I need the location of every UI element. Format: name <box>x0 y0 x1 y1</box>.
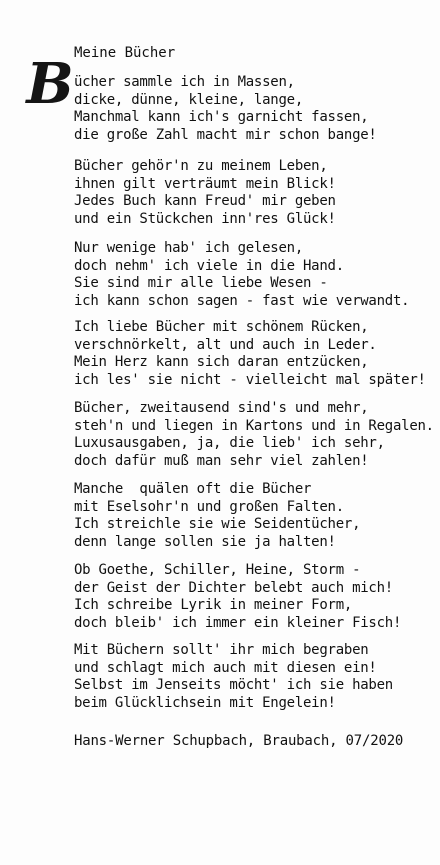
stanza-line: doch bleib' ich immer ein kleiner Fisch! <box>74 614 402 631</box>
stanza-line: und ein Stückchen inn'res Glück! <box>74 210 336 227</box>
stanza-line: Ob Goethe, Schiller, Heine, Storm - <box>74 562 361 578</box>
stanza-line: steh'n und liegen in Kartons und in Regalen. <box>74 417 434 434</box>
stanza-line: Bücher, zweitausend sind's und mehr, <box>74 400 369 416</box>
stanza-line: verschnörkelt, alt und auch in Leder. <box>74 336 377 353</box>
stanza-line: ihnen gilt verträumt mein Blick! <box>74 175 336 192</box>
stanza-line: ücher sammle ich in Massen, <box>74 74 295 90</box>
stanza-line: mit Eselsohr'n und großen Falten. <box>74 498 344 515</box>
stanza-line: Mein Herz kann sich daran entzücken, <box>74 354 369 370</box>
poem-title: Meine Bücher <box>74 45 176 61</box>
stanza-line: und schlagt mich auch mit diesen ein! <box>74 659 377 676</box>
stanza-8 <box>74 642 434 712</box>
stanza-line: Manchmal kann ich's garnicht fassen, <box>74 109 369 125</box>
stanza-6 <box>74 481 434 551</box>
stanza-line: Bücher gehör'n zu meinem Leben, <box>74 158 328 174</box>
stanza-line: doch dafür muß man sehr viel zahlen! <box>74 452 369 469</box>
stanza-1 <box>74 74 434 144</box>
drop-cap-initial: B <box>26 51 74 117</box>
author-signature-line: Hans-Werner Schupbach, Braubach, 07/2020 <box>74 733 404 749</box>
stanza-line: Mit Büchern sollt' ihr mich begraben <box>74 642 369 658</box>
stanza-5 <box>74 400 434 470</box>
stanza-line: denn lange sollen sie ja halten! <box>74 533 336 550</box>
stanza-line: doch nehm' ich viele in die Hand. <box>74 257 344 274</box>
stanza-line: die große Zahl macht mir schon bange! <box>74 126 377 143</box>
stanza-line: Ich liebe Bücher mit schönem Rücken, <box>74 319 369 335</box>
stanza-line: Jedes Buch kann Freud' mir geben <box>74 193 336 209</box>
stanza-line: Manche quälen oft die Bücher <box>74 481 312 497</box>
stanza-line: ich les' sie nicht - vielleicht mal später! <box>74 371 426 388</box>
stanza-line: Ich schreibe Lyrik in meiner Form, <box>74 597 353 613</box>
stanza-line: der Geist der Dichter belebt auch mich! <box>74 579 393 596</box>
stanza-line: Sie sind mir alle liebe Wesen - <box>74 275 328 291</box>
stanza-3 <box>74 240 434 310</box>
stanza-line: dicke, dünne, kleine, lange, <box>74 91 304 108</box>
stanza-line: Selbst im Jenseits möcht' ich sie haben <box>74 677 393 693</box>
stanza-line: ich kann schon sagen - fast wie verwandt. <box>74 292 410 309</box>
stanza-2 <box>74 158 434 228</box>
stanza-line: beim Glücklichsein mit Engelein! <box>74 694 336 711</box>
stanza-7 <box>74 562 434 632</box>
stanza-line: Nur wenige hab' ich gelesen, <box>74 240 304 256</box>
stanza-line: Luxusausgaben, ja, die lieb' ich sehr, <box>74 435 385 451</box>
stanza-line: Ich streichle sie wie Seidentücher, <box>74 516 361 532</box>
stanza-4 <box>74 319 434 389</box>
